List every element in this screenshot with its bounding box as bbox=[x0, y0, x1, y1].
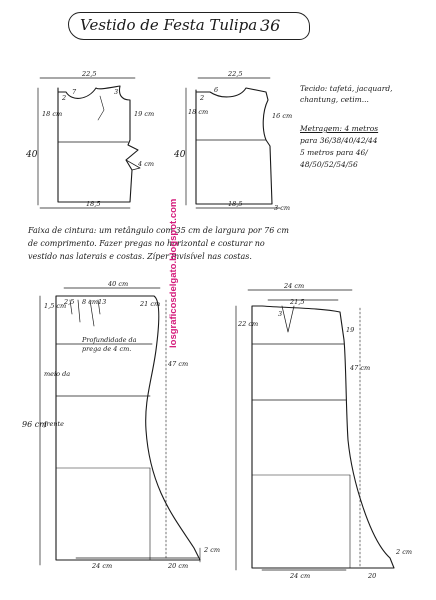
front-bodice-height: 40 bbox=[26, 150, 38, 160]
front-bodice-drawing bbox=[38, 78, 140, 208]
back-skirt-hem-left: 24 cm bbox=[290, 572, 311, 580]
front-skirt-dart-d: 13 bbox=[98, 298, 107, 306]
blog-url: losgraficosdelgato.blogspot.com bbox=[168, 198, 179, 348]
front-bodice-label-4: 4 cm bbox=[138, 160, 155, 168]
back-skirt-dart: 3 bbox=[278, 310, 283, 318]
back-skirt-side: 47 cm bbox=[350, 364, 371, 372]
back-skirt-hem-depth: 2 cm bbox=[396, 548, 413, 556]
back-skirt-width: 21,5 bbox=[290, 298, 305, 306]
waistband-line-2: de comprimento. Fazer pregas no horizontal e costurar no bbox=[28, 239, 265, 248]
front-skirt-length: 96 cm bbox=[22, 420, 47, 429]
front-skirt-hem-right: 20 cm bbox=[168, 562, 189, 570]
front-skirt-hem-left: 24 cm bbox=[92, 562, 113, 570]
back-bodice-label-18: 18 cm bbox=[188, 108, 209, 116]
front-skirt-dart-b: 8 cm bbox=[82, 298, 99, 306]
pattern-number: 36 bbox=[260, 16, 281, 35]
back-bodice-width: 22,5 bbox=[228, 70, 243, 78]
fabric-line-1: Tecido: tafetá, jacquard, bbox=[300, 84, 393, 93]
waistband-line-3: vestido nas laterais e costas. Zíper invisível nas costas. bbox=[28, 252, 252, 261]
front-skirt-hem-depth: 2 cm bbox=[204, 546, 221, 554]
back-bodice-height: 40 bbox=[174, 150, 186, 160]
front-skirt-side: 47 cm bbox=[168, 360, 189, 368]
back-bodice-label-6: 6 bbox=[214, 86, 219, 94]
back-skirt-drawing bbox=[236, 290, 394, 570]
front-skirt-pleat-note: Profundidade da prega de 4 cm. bbox=[82, 336, 137, 353]
yardage-line-1: para 36/38/40/42/44 bbox=[300, 136, 378, 145]
back-bodice-waist: 18,5 bbox=[228, 200, 243, 208]
front-skirt-dart-c: 2,5 bbox=[64, 298, 75, 306]
back-skirt-label-19: 19 bbox=[346, 326, 355, 334]
front-bodice-label-2: 2 bbox=[62, 94, 67, 102]
front-skirt-label-21: 21 cm bbox=[140, 300, 161, 308]
yardage-heading: Metragem: 4 metros bbox=[300, 124, 379, 133]
front-skirt-top: 40 cm bbox=[108, 280, 129, 288]
front-skirt-dart-a: 1,5 cm bbox=[44, 302, 67, 310]
yardage-line-2: 5 metros para 46/ bbox=[300, 148, 368, 157]
back-skirt-top: 24 cm bbox=[284, 282, 305, 290]
front-bodice-width: 22,5 bbox=[82, 70, 97, 78]
back-bodice-label-2: 2 bbox=[200, 94, 205, 102]
back-bodice-label-16: 16 cm bbox=[272, 112, 293, 120]
waistband-line-1: Faixa de cintura: um retângulo com 35 cm de largura por 76 cm bbox=[28, 226, 289, 235]
front-bodice-label-18: 18 cm bbox=[42, 110, 63, 118]
page-title: Vestido de Festa Tulipa bbox=[80, 16, 258, 34]
back-bodice-label-3: 3 cm bbox=[274, 204, 291, 212]
fabric-line-2: chantung, cetim... bbox=[300, 95, 369, 104]
back-skirt-label-22: 22 cm bbox=[238, 320, 259, 328]
front-bodice-label-19: 19 cm bbox=[134, 110, 155, 118]
front-skirt-fold-front: frente bbox=[44, 420, 65, 428]
front-bodice-waist: 18,5 bbox=[86, 200, 101, 208]
front-skirt-fold-mid: meio da bbox=[44, 370, 71, 378]
front-bodice-label-7: 7 bbox=[72, 88, 77, 96]
yardage-line-3: 48/50/52/54/56 bbox=[300, 160, 358, 169]
front-bodice-label-3: 3 bbox=[114, 88, 119, 96]
back-skirt-hem-right: 20 bbox=[368, 572, 377, 580]
